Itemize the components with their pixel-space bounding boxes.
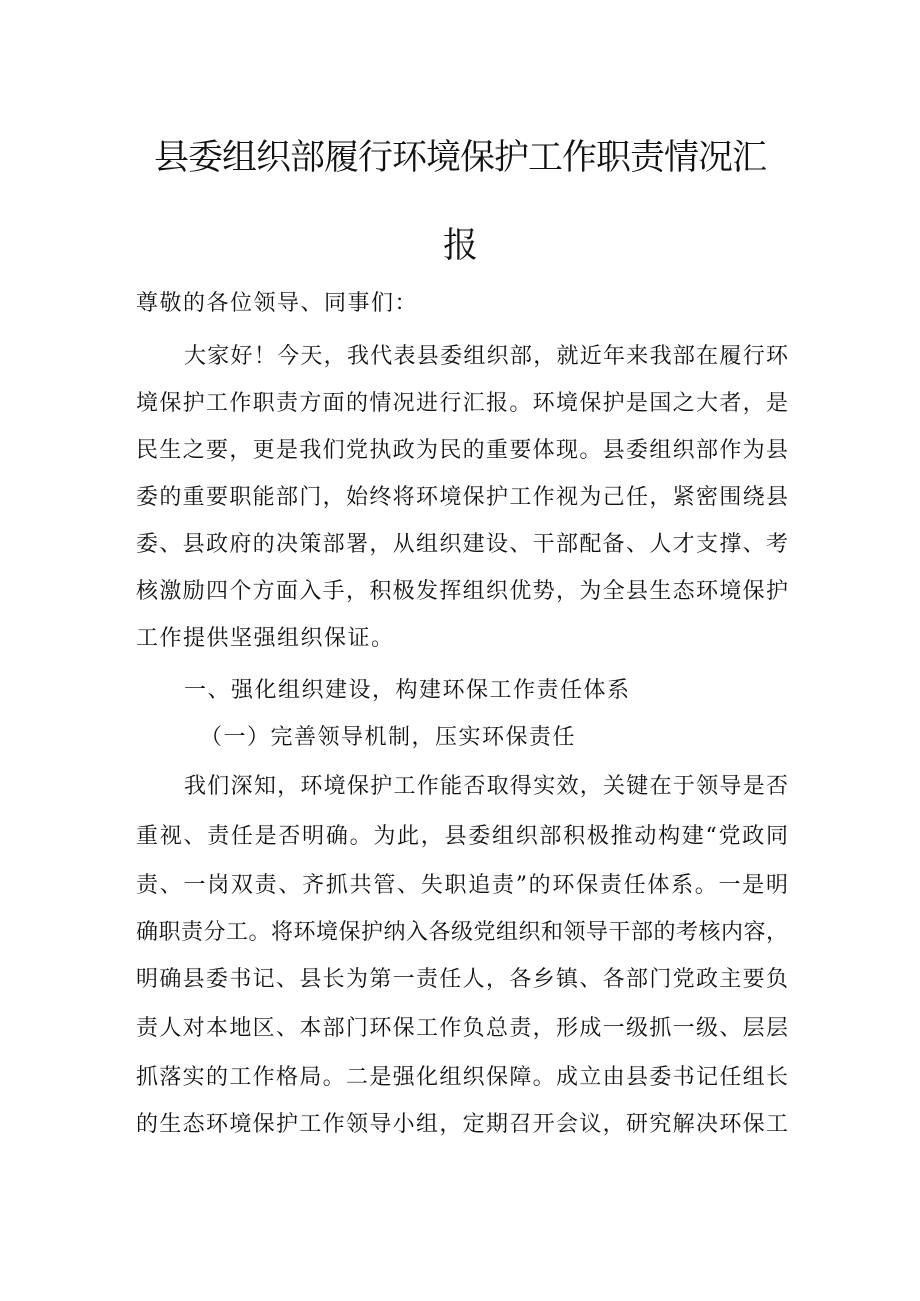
paragraph-1-line-7: 工作提供坚强组织保证。 bbox=[136, 626, 395, 651]
paragraph-2-line-7: 抓落实的工作格局。二是强化组织保障。成立由县委书记任组长 bbox=[136, 1065, 788, 1090]
document-title-line-2: 报 bbox=[442, 226, 477, 266]
paragraph-2-line-8: 的生态环境保护工作领导小组，定期召开会议，研究解决环保工 bbox=[136, 1112, 788, 1137]
paragraph-2-line-2: 重视、责任是否明确。为此，县委组织部积极推动构建“党政同 bbox=[136, 824, 788, 849]
paragraph-1-line-2: 境保护工作职责方面的情况进行汇报。环境保护是国之大者，是 bbox=[136, 391, 788, 416]
paragraph-1-line-4: 委的重要职能部门，始终将环境保护工作视为己任，紧密围绕县 bbox=[136, 485, 788, 510]
paragraph-1-line-5: 委、县政府的决策部署，从组织建设、干部配备、人才支撑、考 bbox=[136, 532, 788, 557]
paragraph-2-line-5: 明确县委书记、县长为第一责任人，各乡镇、各部门党政主要负 bbox=[136, 967, 788, 992]
section-heading-1: 一、强化组织建设，构建环保工作责任体系 bbox=[184, 678, 631, 703]
subsection-heading-1: （一）完善领导机制，压实环保责任 bbox=[200, 725, 577, 750]
paragraph-2-line-1: 我们深知，环境保护工作能否取得实效，关键在于领导是否 bbox=[184, 774, 788, 799]
document-title-line-1: 县委组织部履行环境保护工作职责情况汇 bbox=[153, 138, 766, 178]
paragraph-2-line-6: 责人对本地区、本部门环保工作负总责，形成一级抓一级、层层 bbox=[136, 1016, 788, 1041]
paragraph-1-line-3: 民生之要，更是我们党执政为民的重要体现。县委组织部作为县 bbox=[136, 438, 788, 463]
paragraph-2-line-3: 责、一岗双责、齐抓共管、失职追责”的环保责任体系。一是明 bbox=[136, 873, 788, 898]
salutation: 尊敬的各位领导、同事们： bbox=[136, 291, 419, 316]
paragraph-1-line-6: 核激励四个方面入手，积极发挥组织优势，为全县生态环境保护 bbox=[136, 579, 788, 604]
paragraph-2-line-4: 确职责分工。将环境保护纳入各级党组织和领导干部的考核内容， bbox=[136, 920, 788, 945]
paragraph-1-line-1: 大家好！今天，我代表县委组织部，就近年来我部在履行环 bbox=[184, 344, 788, 369]
